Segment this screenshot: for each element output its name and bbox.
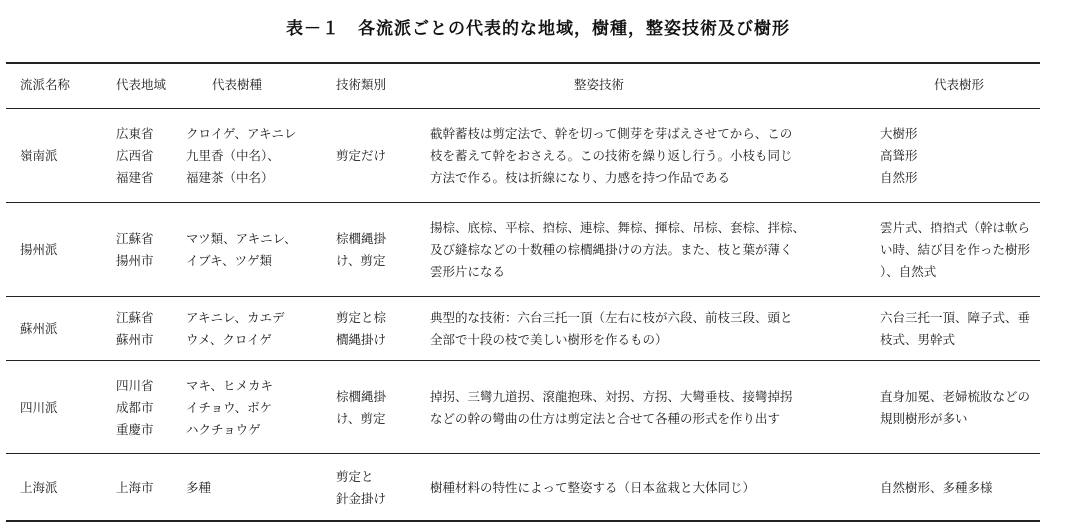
header-species: 代表樹種 <box>212 77 263 92</box>
cell-school <box>20 455 58 520</box>
header-technique: 整姿技術 <box>574 77 625 92</box>
cell-technique-line: 及び縫棕などの十数種の棕櫚縄掛けの方法。また、枝と葉が薄く <box>430 242 793 257</box>
cell-school <box>20 298 58 360</box>
header-tech-type: 技術類別 <box>336 77 387 92</box>
table-title: 表－１ 各流派ごとの代表的な地域，樹種，整姿技術及び樹形 <box>286 19 790 39</box>
header-form: 代表樹形 <box>934 77 985 92</box>
cell-region-line: 広東省 <box>116 126 154 141</box>
cell-technique <box>430 204 805 296</box>
cell-tech-type-line: 剪定と <box>336 468 374 484</box>
cell-species-line: ハクチョウゲ <box>186 421 261 437</box>
table-bottom-rule <box>6 520 1040 522</box>
cell-tech-type <box>336 362 386 453</box>
cell-tech-type-line: 剪定だけ <box>336 148 387 163</box>
cell-form-line: 六台三托一頂、障子式、垂 <box>880 310 1031 325</box>
cell-tech-type-line: け、剪定 <box>336 253 386 268</box>
cell-region <box>116 204 154 296</box>
cell-region-line: 上海市 <box>116 479 154 495</box>
cell-tech-type-line: 棕櫚縄掛 <box>336 231 387 246</box>
cell-tech-type <box>336 110 386 202</box>
cell-form-line: 自然樹形、多種多様 <box>880 479 993 495</box>
cell-region-line: 江蘇省 <box>116 231 154 246</box>
cell-region-line: 蘇州市 <box>116 332 154 347</box>
cell-form-line: 直身加冕、老婦梳妝などの <box>880 388 1031 404</box>
cell-region <box>116 455 154 520</box>
cell-species-line: イブキ、ツゲ類 <box>186 253 273 268</box>
cell-species-line: マキ、ヒメカキ <box>186 377 274 393</box>
cell-school-line: 四川派 <box>20 399 58 415</box>
cell-form-line: 大樹形 <box>880 126 918 141</box>
cell-region-line: 成都市 <box>116 399 154 415</box>
cell-technique-line: 截幹蓄枝は剪定法で、幹を切って側芽を芽ばえさせてから、この <box>430 126 793 141</box>
cell-school <box>20 110 58 202</box>
cell-technique <box>430 110 793 202</box>
cell-tech-type-line: 棕櫚縄掛 <box>336 388 387 404</box>
cell-species-line: 九里香（中名）、 <box>186 148 280 163</box>
cell-technique-line: 掉拐、三彎九道拐、滾龍抱珠、対拐、方拐、大彎垂枝、接彎掉拐 <box>430 388 793 404</box>
cell-tech-type <box>336 204 386 296</box>
cell-school-line: 上海派 <box>20 479 58 495</box>
row-divider <box>6 202 1040 203</box>
cell-species-line: ウメ、クロイゲ <box>186 332 272 347</box>
cell-region-line: 重慶市 <box>116 421 154 437</box>
cell-form-line: 雲片式、𢬷𢬷式（幹は軟ら <box>880 220 1031 235</box>
cell-technique-line: 雲形片になる <box>430 264 506 279</box>
cell-form-line: ）、自然式 <box>880 264 937 279</box>
cell-tech-type-line: 針金掛け <box>336 490 387 506</box>
cell-technique-line: 枝を蓄えて幹をおさえる。この技術を繰り返し行う。小枝も同じ <box>430 148 793 163</box>
cell-form <box>880 204 1030 296</box>
cell-region-line: 四川省 <box>116 377 154 393</box>
cell-technique-line: 典型的な技術：六台三托一頂（左右に枝が六段、前枝三段、頭と <box>430 310 793 325</box>
cell-species-line: 多種 <box>186 479 212 495</box>
cell-region-line: 揚州市 <box>116 253 154 268</box>
cell-form-line: い時、結び目を作った樹形 <box>880 242 1031 257</box>
cell-technique <box>430 455 755 520</box>
cell-school-line: 揚州派 <box>20 242 58 257</box>
cell-form-line: 規則樹形が多い <box>880 410 968 426</box>
header-bottom-rule <box>6 108 1040 109</box>
cell-region-line: 江蘇省 <box>116 310 154 325</box>
header-region: 代表地域 <box>116 77 167 92</box>
cell-species-line: マツ類、アキニレ、 <box>186 231 297 246</box>
cell-technique-line: 樹種材料の特性によって整姿する（日本盆栽と大体同じ） <box>430 479 756 495</box>
cell-species-line: イチョウ、ボケ <box>186 399 273 415</box>
cell-species <box>186 362 273 453</box>
cell-tech-type-line: 剪定と棕 <box>336 310 387 325</box>
row-divider <box>6 360 1040 361</box>
cell-species-line: クロイゲ、アキニレ <box>186 126 297 141</box>
cell-tech-type-line: 櫚縄掛け <box>336 332 387 347</box>
cell-species <box>186 110 297 202</box>
row-divider <box>6 296 1040 297</box>
cell-species <box>186 298 285 360</box>
cell-form-line: 自然形 <box>880 170 918 185</box>
cell-species-line: 福建茶（中名） <box>186 170 274 185</box>
header-school: 流派名称 <box>20 77 71 92</box>
cell-form <box>880 298 1030 360</box>
table-top-rule <box>6 62 1040 64</box>
cell-region-line: 広西省 <box>116 148 154 163</box>
cell-region <box>116 362 154 453</box>
cell-region <box>116 110 154 202</box>
cell-species-line: アキニレ、カエデ <box>186 310 285 325</box>
cell-species <box>186 455 211 520</box>
cell-technique-line: 全部で十段の枝で美しい樹形を作るもの） <box>430 332 668 347</box>
cell-form <box>880 110 918 202</box>
cell-form <box>880 455 993 520</box>
cell-technique-line: 方法で作る。枝は折線になり、力感を持つ作品である <box>430 170 731 185</box>
cell-form-line: 高聳形 <box>880 148 918 163</box>
cell-tech-type-line: け、剪定 <box>336 410 386 426</box>
cell-species <box>186 204 297 296</box>
cell-region-line: 福建省 <box>116 170 154 185</box>
cell-school-line: 蘇州派 <box>20 321 58 336</box>
cell-technique <box>430 298 793 360</box>
cell-region <box>116 298 154 360</box>
cell-technique <box>430 362 793 453</box>
cell-technique-line: 揚棕、底棕、平棕、𢬷棕、連棕、舞棕、揮棕、吊棕、套棕、拌棕、 <box>430 220 806 235</box>
cell-form-line: 枝式、男幹式 <box>880 332 956 347</box>
cell-form <box>880 362 1030 453</box>
cell-school-line: 嶺南派 <box>20 148 58 163</box>
cell-tech-type <box>336 455 386 520</box>
row-divider <box>6 453 1040 454</box>
cell-school <box>20 362 58 453</box>
cell-school <box>20 204 58 296</box>
cell-tech-type <box>336 298 386 360</box>
cell-technique-line: などの幹の彎曲の仕方は剪定法と合せて各種の形式を作り出す <box>430 410 781 426</box>
